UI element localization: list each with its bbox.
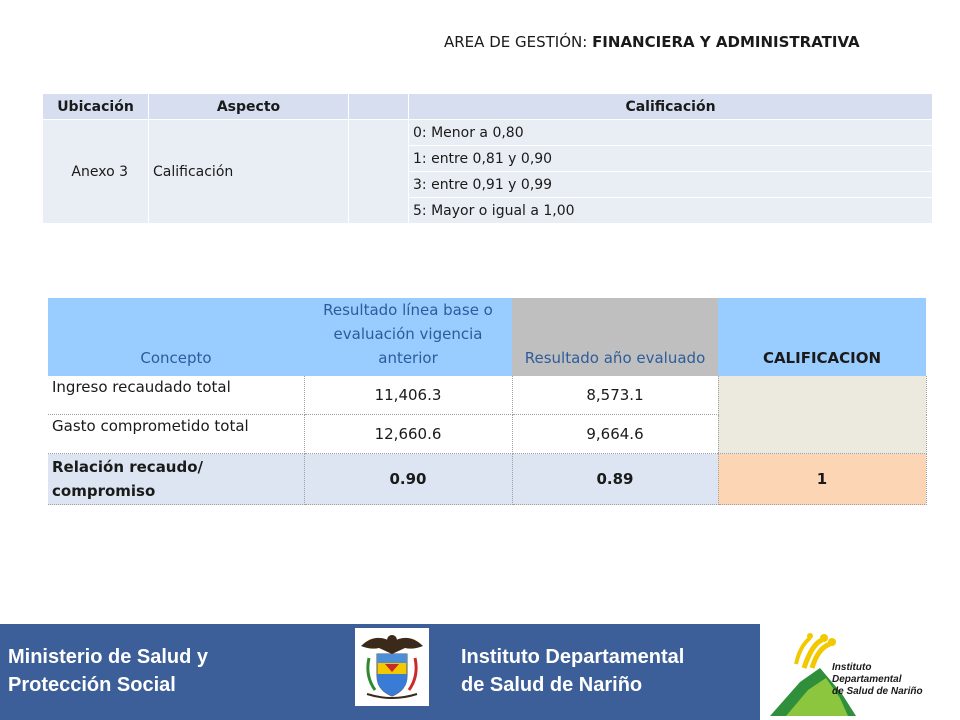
concepto-cell: Gasto comprometido total [48,415,304,454]
institute-line-1: Instituto Departamental [461,646,685,668]
concepto-cell: Ingreso recaudado total [48,376,304,415]
base-cell: 11,406.3 [304,376,512,415]
colombia-coat-of-arms-icon [355,628,429,706]
header-aspecto: Aspecto [149,94,349,120]
ministry-line-2: Protección Social [8,674,176,696]
calificacion-item: 1: entre 0,81 y 0,90 [409,146,933,172]
aspecto-cell: Calificación [149,120,349,224]
area-label: AREA DE GESTIÓN: [444,33,588,51]
logo-text-line-3: de Salud de Nariño [832,686,923,697]
area-value: FINANCIERA Y ADMINISTRATIVA [592,33,860,51]
ubicacion-cell: Anexo 3 [43,120,149,224]
logo-text-line-1: Instituto [832,662,872,673]
header-ano-evaluado: Resultado año evaluado [512,298,718,376]
header-calificacion: CALIFICACION [718,298,926,376]
header-empty [349,94,409,120]
base-cell: 12,660.6 [304,415,512,454]
base-cell: 0.90 [304,454,512,505]
header-calificacion: Calificación [409,94,933,120]
ministry-line-1: Ministerio de Salud y [8,646,209,668]
header-concepto: Concepto [48,298,304,376]
institute-logo [760,624,960,720]
table-row [43,120,933,146]
institute-name [461,643,684,699]
table-header-row [48,298,926,376]
concepto-cell: Relación recaudo/ compromiso [48,454,304,505]
institute-line-2: de Salud de Nariño [461,674,643,696]
table-row [48,376,926,415]
calificacion-cell [718,376,926,454]
evaluado-cell: 0.89 [512,454,718,505]
rating-scale-table [42,93,933,224]
evaluado-cell: 8,573.1 [512,376,718,415]
calificacion-score: 1 [718,454,926,505]
results-table [48,298,927,505]
calificacion-item: 3: entre 0,91 y 0,99 [409,172,933,198]
area-title [444,33,860,51]
evaluado-cell: 9,664.6 [512,415,718,454]
header-ubicacion: Ubicación [43,94,149,120]
calificacion-item: 5: Mayor o igual a 1,00 [409,198,933,224]
ministry-name [8,643,208,699]
table-header-row [43,94,933,120]
header-linea-base: Resultado línea base o evaluación vigencia anterior [304,298,512,376]
logo-text-line-2: Departamental [832,674,902,685]
calificacion-item: 0: Menor a 0,80 [409,120,933,146]
table-row [48,454,926,505]
empty-cell [349,120,409,224]
logo-text [832,662,923,698]
